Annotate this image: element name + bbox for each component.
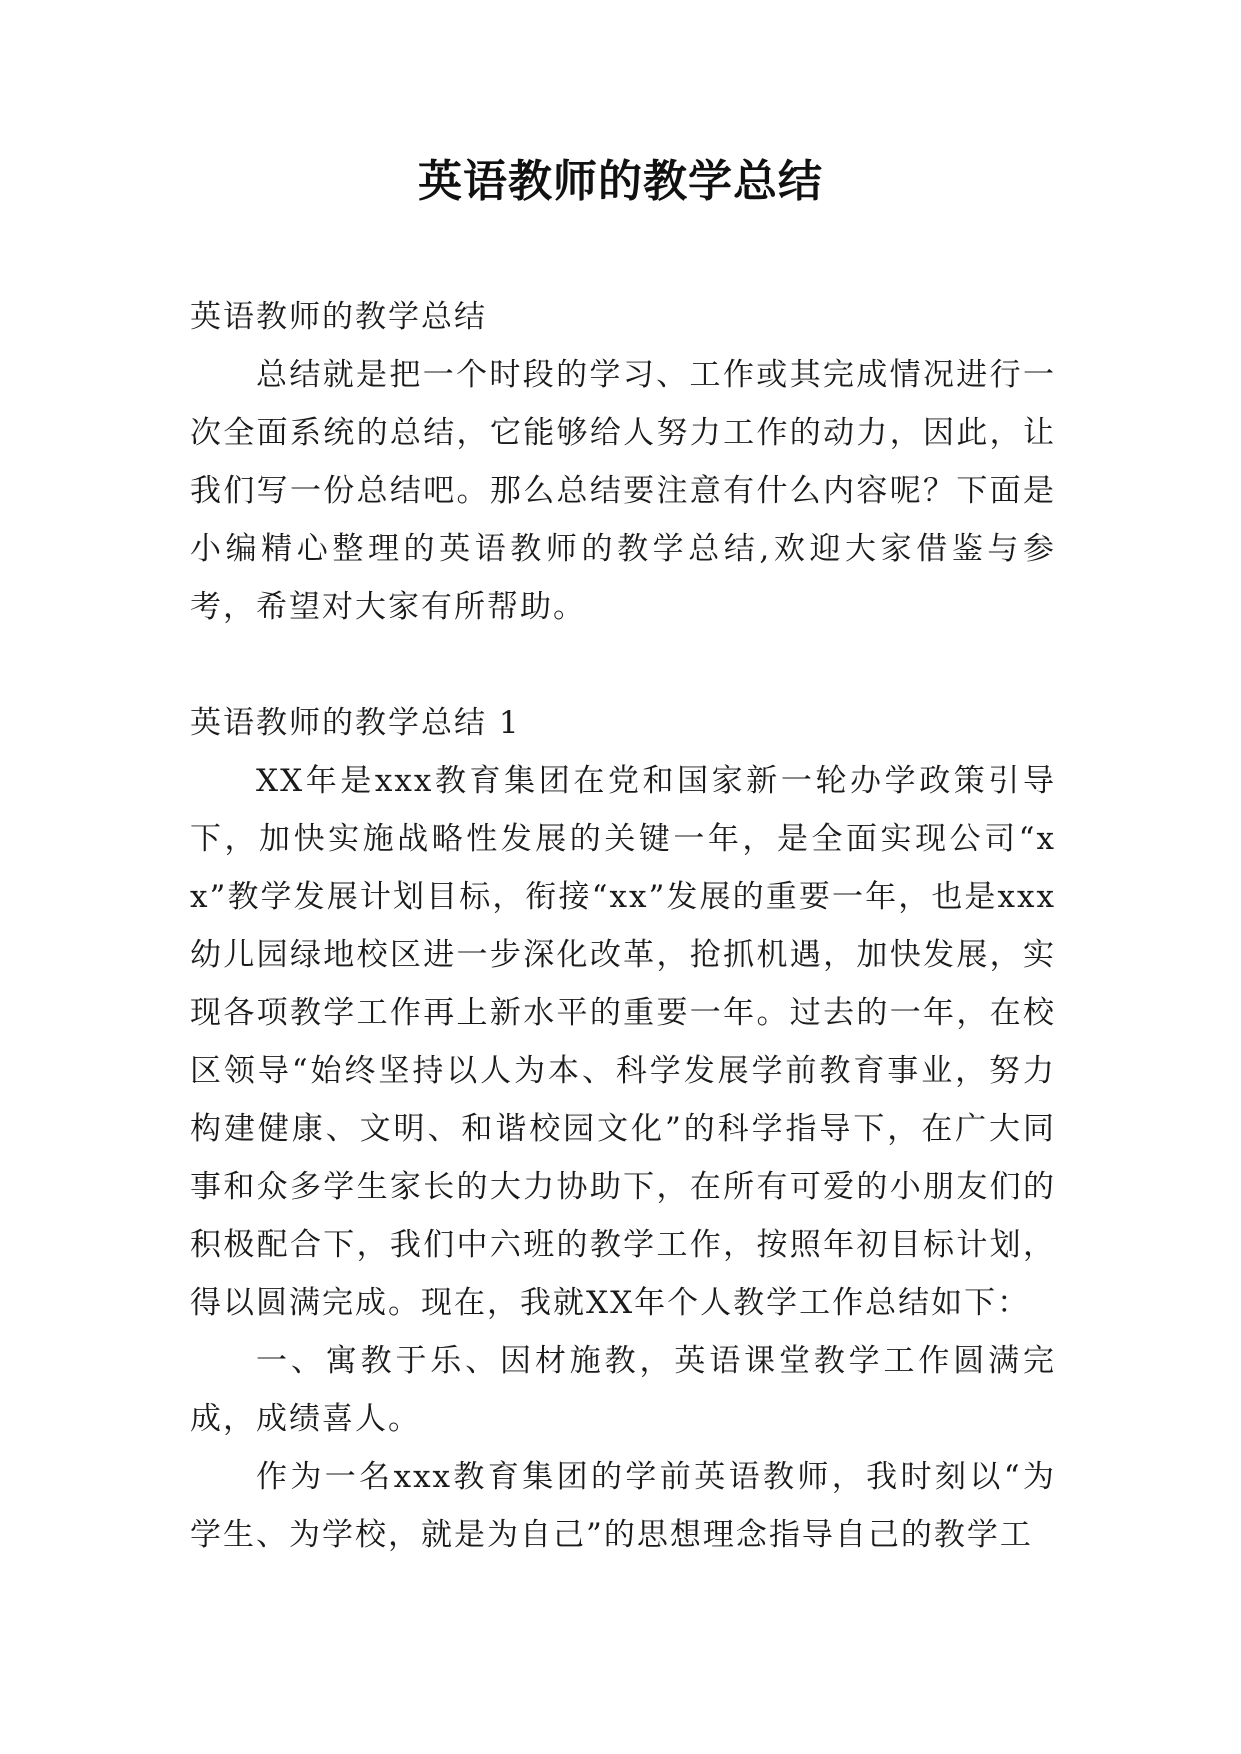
paragraph-subheading: 一、寓教于乐、因材施教，英语课堂教学工作圆满完成，成绩喜人。: [190, 1343, 1056, 1437]
paragraph-body: 作为一名xxx教育集团的学前英语教师，我时刻以“为学生、为学校，就是为自己”的思想理念指导自己的教学工: [190, 1459, 1056, 1553]
document-body: [190, 288, 1056, 1564]
document-title: 英语教师的教学总结: [418, 156, 823, 207]
paragraph-spacer: [190, 636, 1056, 694]
section-heading: 英语教师的教学总结 1: [190, 705, 521, 741]
paragraph-body: XX年是xxx教育集团在党和国家新一轮办学政策引导下，加快实施战略性发展的关键一年，是全面实现公司“xx”教学发展计划目标，衔接“xx”发展的重要一年，也是xxx幼儿园绿地校区进一步深化改革，抢抓机遇，加快发展，实现各项教学工作再上新水平的重要一年。过去的一年，在校区领导“始终坚持以人为本、科学发展学前教育事业，努力构建健康、文明、和谐校园文化”的科学指导下，在广大同事和众多学生家长的大力协助下，在所有可爱的小朋友们的积极配合下，我们中六班的教学工作，按照年初目标计划，得以圆满完成。现在，我就XX年个人教学工作总结如下：: [190, 763, 1056, 1321]
paragraph-heading: 英语教师的教学总结: [190, 299, 487, 335]
paragraph-intro: 总结就是把一个时段的学习、工作或其完成情况进行一次全面系统的总结，它能够给人努力工作的动力，因此，让我们写一份总结吧。那么总结要注意有什么内容呢？下面是小编精心整理的英语教师的教学总结,欢迎大家借鉴与参考，希望对大家有所帮助。: [190, 357, 1056, 625]
